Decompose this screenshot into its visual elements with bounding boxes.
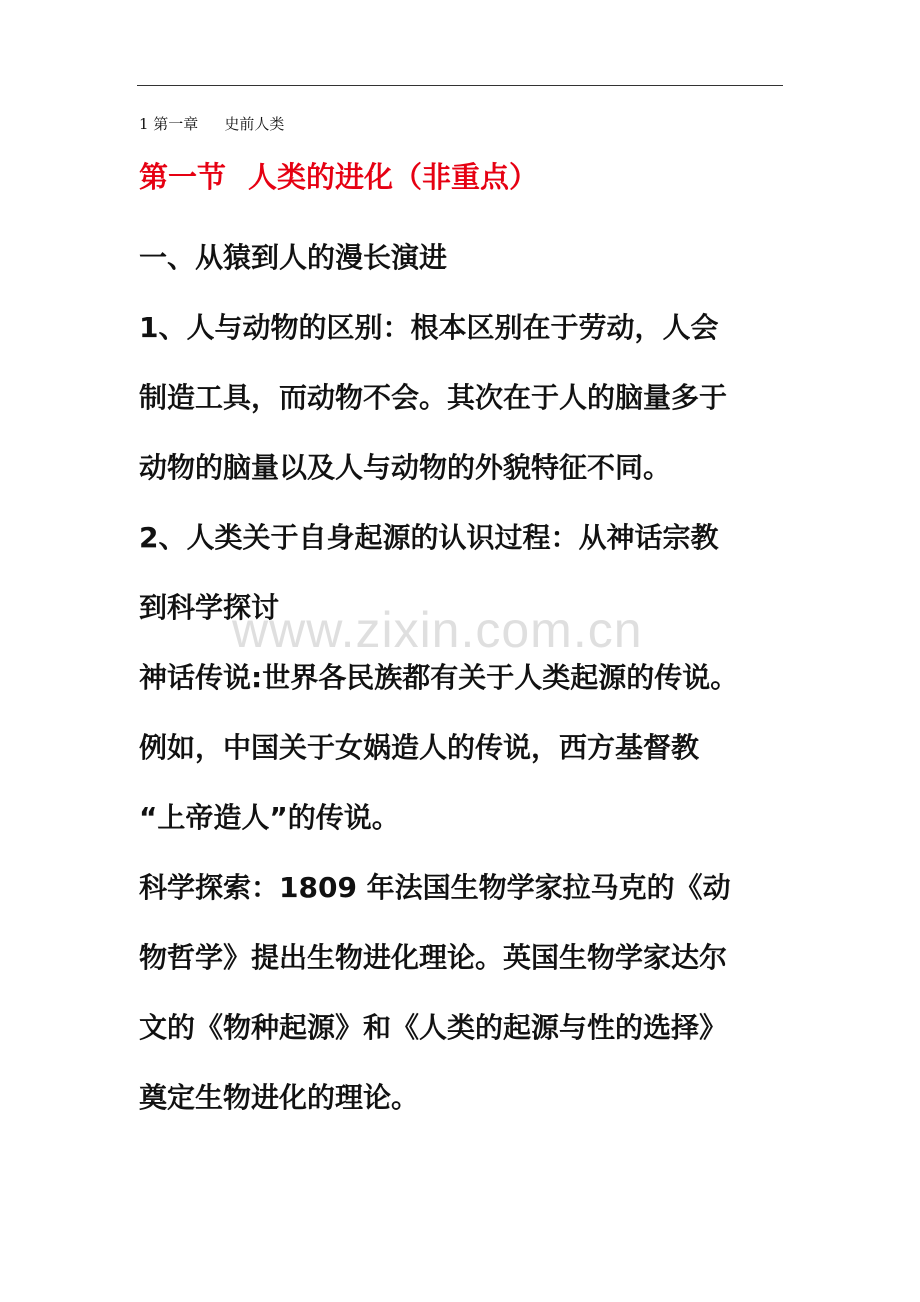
paragraph-origin-understanding	[139, 503, 785, 643]
text-line: 例如，中国关于女娲造人的传说，西方基督教	[139, 731, 700, 764]
section-title-sub: 人类的进化（非重点）	[248, 160, 539, 194]
text-line: 神话传说:世界各民族都有关于人类起源的传说。	[139, 661, 739, 694]
text-line: 制造工具，而动物不会。其次在于人的脑量多于	[139, 381, 728, 414]
heading-from-ape-to-human	[139, 223, 785, 293]
paragraph-human-animal-difference	[139, 293, 785, 503]
chapter-number: 1 第一章	[139, 115, 199, 133]
text-line: 物哲学》提出生物进化理论。英国生物学家达尔	[139, 941, 728, 974]
text-line: 一、从猿到人的漫长演进	[139, 241, 448, 274]
text-line: 动物的脑量以及人与动物的外貌特征不同。	[139, 451, 672, 484]
text-line: “上帝造人”的传说。	[139, 801, 400, 834]
section-title-main: 第一节	[139, 160, 227, 194]
running-header	[139, 113, 284, 135]
text-line: 科学探索：1809 年法国生物学家拉马克的《动	[139, 871, 731, 904]
text-line: 2、人类关于自身起源的认识过程：从神话宗教	[139, 521, 719, 554]
text-line: 文的《物种起源》和《人类的起源与性的选择》	[139, 1011, 728, 1044]
text-line: 奠定生物进化的理论。	[139, 1081, 420, 1114]
paragraph-scientific-exploration	[139, 853, 785, 1133]
header-rule	[137, 85, 783, 86]
text-line: 1、人与动物的区别：根本区别在于劳动，人会	[139, 311, 719, 344]
chapter-title: 史前人类	[224, 115, 285, 133]
paragraph-mythology	[139, 643, 785, 853]
watermark: www.zixin.com.cn	[232, 602, 643, 658]
document-body	[139, 151, 785, 1133]
section-title	[139, 151, 785, 203]
text-line: 到科学探讨	[139, 591, 280, 624]
